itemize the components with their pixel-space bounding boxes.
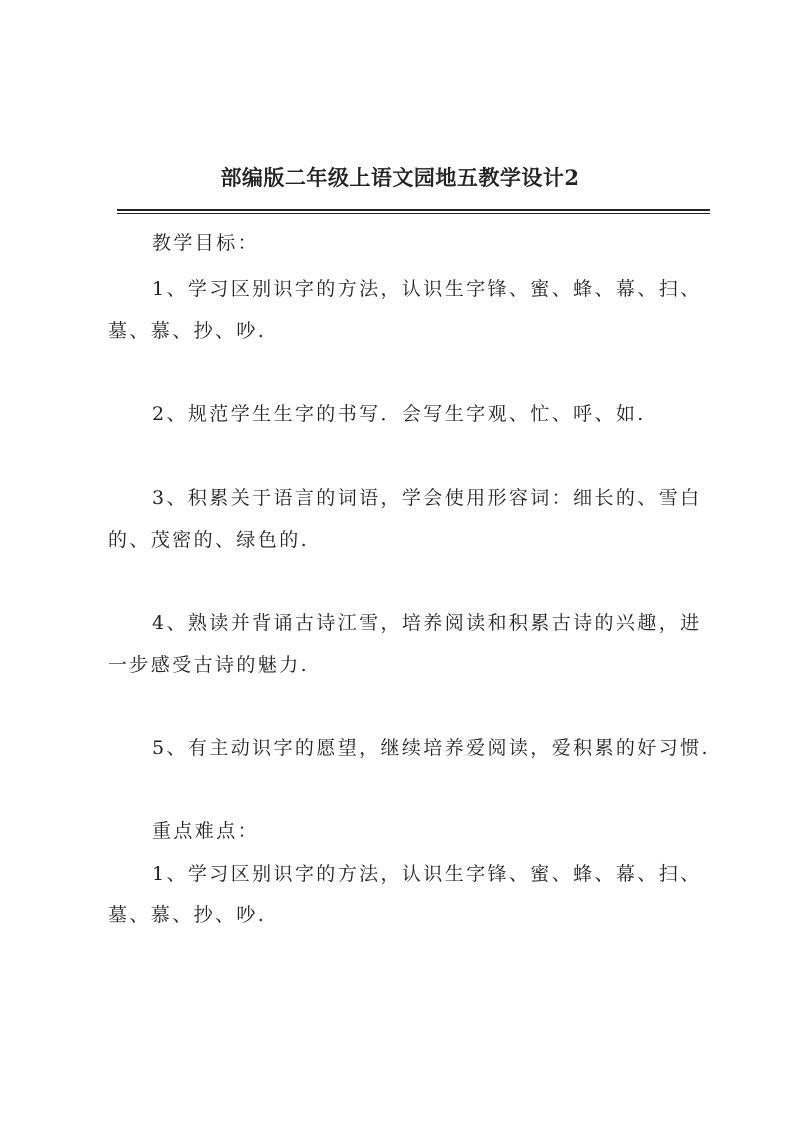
document-title: 部编版二年级上语文园地五教学设计2 <box>220 165 580 190</box>
keypoint-1-line-1: 1、学习区别识字的方法，认识生字锋、蜜、蜂、幕、扫、 <box>152 863 702 885</box>
objectives-heading: 教学目标： <box>152 232 260 254</box>
objective-5-line-1: 5、有主动识字的愿望，继续培养爱阅读，爱积累的好习惯. <box>152 737 710 759</box>
keypoints-heading: 重点难点： <box>152 820 260 842</box>
objective-1-line-1: 1、学习区别识字的方法，认识生字锋、蜜、蜂、幕、扫、 <box>152 278 702 300</box>
objective-4-line-2: 一步感受古诗的魅力. <box>108 654 310 676</box>
objective-3-line-1: 3、积累关于语言的词语，学会使用形容词：细长的、雪白 <box>152 487 702 509</box>
objective-4-line-1: 4、熟读并背诵古诗江雪，培养阅读和积累古诗的兴趣，进 <box>152 612 702 634</box>
title-divider <box>117 209 710 214</box>
keypoint-1-line-2: 墓、慕、抄、吵. <box>108 904 267 926</box>
objective-3-line-2: 的、茂密的、绿色的. <box>108 529 310 551</box>
objective-2-line-1: 2、规范学生生字的书写．会写生字观、忙、呼、如. <box>152 403 646 425</box>
objective-1-line-2: 墓、慕、抄、吵. <box>108 320 267 342</box>
divider-thin-line <box>117 213 710 214</box>
divider-thick-line <box>117 209 710 211</box>
